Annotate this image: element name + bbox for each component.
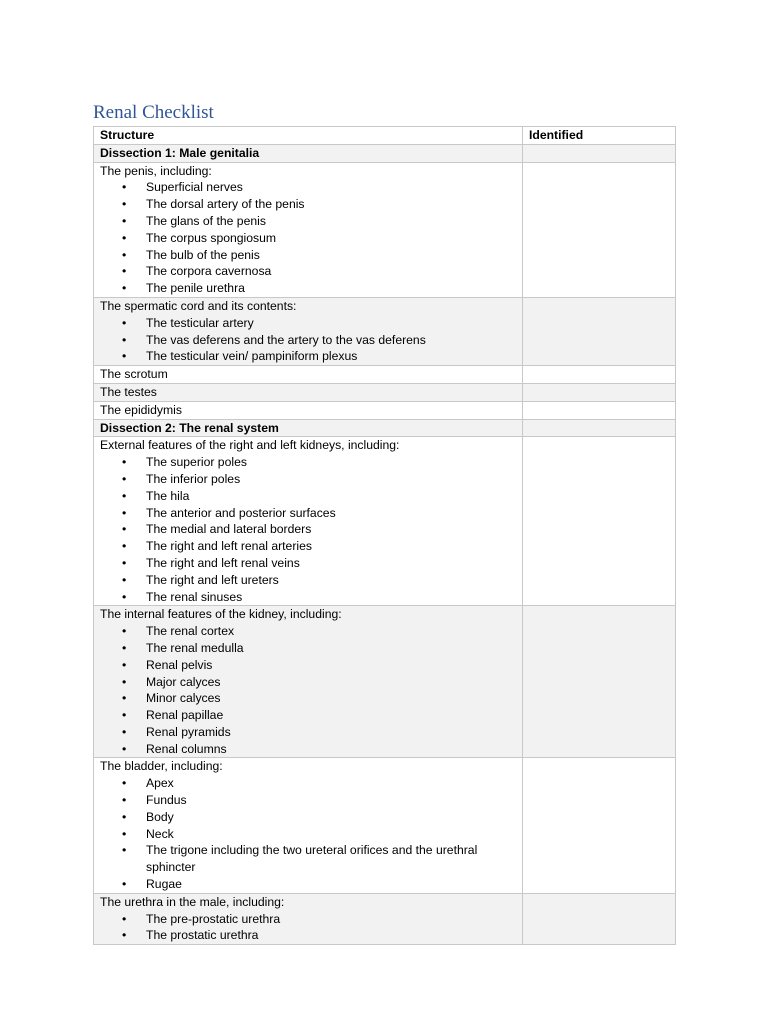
group-title: The bladder, including: bbox=[100, 759, 223, 774]
list-item: • The testicular vein/ pampiniform plexus bbox=[100, 348, 522, 365]
identified-cell[interactable] bbox=[523, 366, 676, 384]
group-title: External features of the right and left kidneys, including: bbox=[100, 438, 400, 453]
identified-cell[interactable] bbox=[523, 606, 676, 758]
list-item: • The penile urethra bbox=[100, 280, 522, 297]
list-item: • The anterior and posterior surfaces bbox=[100, 505, 522, 522]
list-item: • The renal sinuses bbox=[100, 589, 522, 606]
bullet-list bbox=[100, 911, 522, 945]
identified-cell[interactable] bbox=[523, 297, 676, 365]
list-item: • Superficial nerves bbox=[100, 179, 522, 196]
list-item: • Rugae bbox=[100, 876, 522, 893]
group-title: The urethra in the male, including: bbox=[100, 894, 285, 909]
table-row bbox=[94, 758, 676, 893]
list-item: • The corpora cavernosa bbox=[100, 263, 522, 280]
identified-cell[interactable] bbox=[523, 437, 676, 606]
list-item: • The medial and lateral borders bbox=[100, 521, 522, 538]
group-title: The spermatic cord and its contents: bbox=[100, 298, 297, 313]
list-item: • The testicular artery bbox=[100, 315, 522, 332]
list-item: • The right and left ureters bbox=[100, 572, 522, 589]
list-item: • The pre-prostatic urethra bbox=[100, 911, 522, 928]
identified-cell[interactable] bbox=[523, 893, 676, 944]
table-row bbox=[94, 297, 676, 365]
bullet-list bbox=[100, 454, 522, 605]
list-item: • The inferior poles bbox=[100, 471, 522, 488]
structure-label: The testes bbox=[94, 383, 523, 401]
bullet-list bbox=[100, 775, 522, 893]
structure-group bbox=[94, 758, 523, 893]
header-structure: Structure bbox=[94, 127, 523, 145]
bullet-list bbox=[100, 623, 522, 757]
list-item: • The superior poles bbox=[100, 454, 522, 471]
checklist-body bbox=[94, 144, 676, 944]
list-item: • The glans of the penis bbox=[100, 213, 522, 230]
table-row bbox=[94, 606, 676, 758]
table-row bbox=[94, 893, 676, 944]
structure-group bbox=[94, 893, 523, 944]
list-item: • Apex bbox=[100, 775, 522, 792]
identified-cell[interactable] bbox=[523, 401, 676, 419]
identified-cell[interactable] bbox=[523, 758, 676, 893]
list-item: • The vas deferens and the artery to the vas deferens bbox=[100, 332, 522, 349]
identified-cell[interactable] bbox=[523, 162, 676, 297]
structure-group bbox=[94, 297, 523, 365]
section-label: Dissection 2: The renal system bbox=[94, 419, 523, 437]
checklist-table bbox=[93, 126, 676, 945]
table-row bbox=[94, 383, 676, 401]
list-item: • The prostatic urethra bbox=[100, 927, 522, 944]
group-title: The internal features of the kidney, including: bbox=[100, 607, 342, 622]
page-title: Renal Checklist bbox=[93, 102, 214, 123]
list-item: • Renal pelvis bbox=[100, 657, 522, 674]
table-row bbox=[94, 437, 676, 606]
list-item: • Minor calyces bbox=[100, 690, 522, 707]
structure-group bbox=[94, 162, 523, 297]
structure-group bbox=[94, 437, 523, 606]
header-identified: Identified bbox=[523, 127, 676, 145]
table-row bbox=[94, 401, 676, 419]
identified-cell[interactable] bbox=[523, 419, 676, 437]
list-item: • The right and left renal arteries bbox=[100, 538, 522, 555]
section-row bbox=[94, 144, 676, 162]
list-item: • Neck bbox=[100, 826, 522, 843]
bullet-list bbox=[100, 179, 522, 297]
identified-cell[interactable] bbox=[523, 144, 676, 162]
list-item: • The trigone including the two ureteral orifices and the urethral sphincter bbox=[100, 842, 522, 876]
list-item: • The hila bbox=[100, 488, 522, 505]
list-item: • Renal pyramids bbox=[100, 724, 522, 741]
table-row bbox=[94, 366, 676, 384]
identified-cell[interactable] bbox=[523, 383, 676, 401]
structure-label: The epididymis bbox=[94, 401, 523, 419]
table-row bbox=[94, 162, 676, 297]
list-item: • Fundus bbox=[100, 792, 522, 809]
list-item: • Body bbox=[100, 809, 522, 826]
list-item: • The renal medulla bbox=[100, 640, 522, 657]
list-item: • Renal columns bbox=[100, 741, 522, 758]
list-item: • The bulb of the penis bbox=[100, 247, 522, 264]
structure-label: The scrotum bbox=[94, 366, 523, 384]
structure-group bbox=[94, 606, 523, 758]
group-title: The penis, including: bbox=[100, 163, 212, 178]
section-row bbox=[94, 419, 676, 437]
list-item: • The right and left renal veins bbox=[100, 555, 522, 572]
list-item: • The renal cortex bbox=[100, 623, 522, 640]
header-row bbox=[94, 127, 676, 145]
list-item: • The corpus spongiosum bbox=[100, 230, 522, 247]
section-label: Dissection 1: Male genitalia bbox=[94, 144, 523, 162]
list-item: • Renal papillae bbox=[100, 707, 522, 724]
list-item: • The dorsal artery of the penis bbox=[100, 196, 522, 213]
bullet-list bbox=[100, 315, 522, 365]
list-item: • Major calyces bbox=[100, 674, 522, 691]
